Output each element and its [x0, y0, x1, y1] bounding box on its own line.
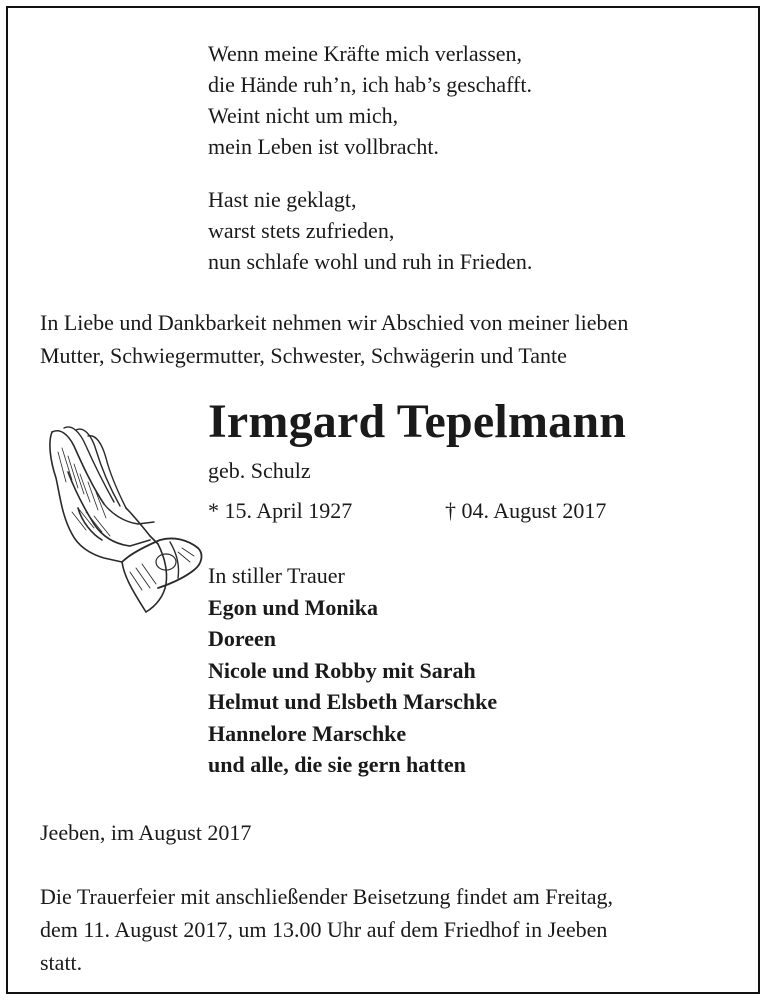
death-date: † 04. August 2017 — [445, 498, 607, 523]
poem-line: warst stets zufrieden, — [208, 218, 395, 243]
poem-stanza-1 — [208, 38, 532, 162]
funeral-notice — [40, 880, 740, 979]
poem-stanza-2 — [208, 184, 532, 277]
mourner-name: Nicole und Robby mit Sarah — [208, 657, 476, 683]
mourner-name: Helmut und Elsbeth Marschke — [208, 689, 498, 714]
birth-date: * 15. April 1927 — [208, 498, 353, 523]
intro-line: In Liebe und Dankbarkeit nehmen wir Abschied von meiner lieben — [40, 310, 629, 335]
mourners-list — [208, 560, 497, 781]
poem-line: die Hände ruh’n, ich hab’s geschafft. — [208, 72, 532, 97]
mourners-lead: In stiller Trauer — [208, 563, 345, 588]
notice-line: dem 11. August 2017, um 13.00 Uhr auf dem Friedhof in Jeeben — [40, 917, 608, 942]
maiden-name: geb. Schulz — [208, 458, 311, 483]
intro-text — [40, 306, 740, 372]
mourner-name: Egon und Monika — [208, 594, 378, 620]
obituary-frame — [6, 6, 760, 994]
praying-hands-icon — [38, 412, 208, 618]
notice-line: Die Trauerfeier mit anschließender Beisetzung findet am Freitag, — [40, 884, 614, 909]
mourner-name: Hannelore Marschke — [208, 720, 407, 746]
poem-line: nun schlafe wohl und ruh in Frieden. — [208, 249, 533, 274]
deceased-name: Irmgard Tepelmann — [208, 395, 627, 448]
poem-line: Wenn meine Kräfte mich verlassen, — [208, 41, 523, 66]
notice-line: statt. — [40, 950, 83, 975]
place-date: Jeeben, im August 2017 — [40, 820, 252, 845]
intro-line: Mutter, Schwiegermutter, Schwester, Schwägerin und Tante — [40, 343, 567, 368]
poem-line: mein Leben ist vollbracht. — [208, 134, 439, 159]
mourner-name: und alle, die sie gern hatten — [208, 752, 466, 777]
poem-line: Hast nie geklagt, — [208, 187, 357, 212]
mourner-name: Doreen — [208, 626, 277, 651]
poem-line: Weint nicht um mich, — [208, 103, 399, 128]
